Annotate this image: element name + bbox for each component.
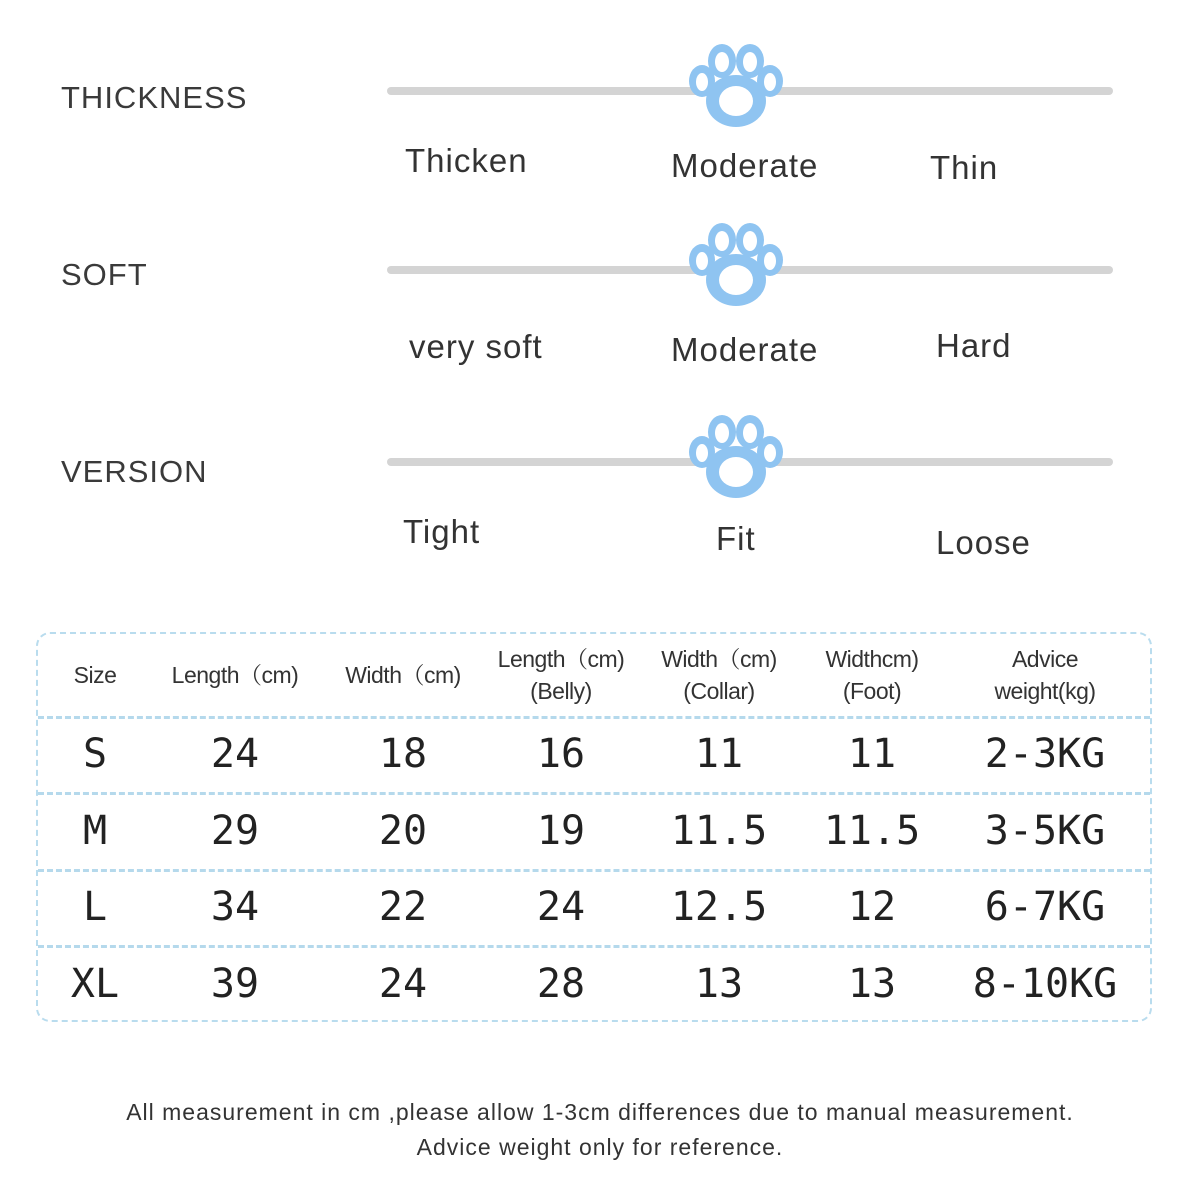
rating-option: Thin bbox=[930, 149, 999, 186]
header-collar-width: Width（cm) (Collar) bbox=[661, 646, 777, 704]
header-foot-width: Widthcm) (Foot) bbox=[825, 646, 919, 704]
cell-size: XL bbox=[70, 960, 120, 1007]
cell-length: 24 bbox=[210, 731, 260, 777]
rating-option: Hard bbox=[936, 327, 1012, 364]
header-belly-length: Length（cm) (Belly) bbox=[497, 646, 625, 704]
header-width: Width（cm) bbox=[345, 662, 461, 688]
size-table bbox=[36, 632, 1152, 1022]
rating-option: very soft bbox=[409, 328, 543, 365]
cell-collar-width: 13 bbox=[694, 960, 744, 1007]
rating-option: Fit bbox=[716, 520, 756, 557]
cell-foot-width: 12 bbox=[847, 884, 897, 930]
cell-width: 24 bbox=[378, 960, 428, 1007]
cell-width: 22 bbox=[378, 884, 428, 930]
rating-label: THICKNESS bbox=[61, 80, 248, 115]
rating-option: Loose bbox=[936, 524, 1031, 561]
table-header-row bbox=[38, 634, 1150, 719]
header-size: Size bbox=[73, 662, 117, 688]
rating-option: Moderate bbox=[671, 331, 819, 368]
cell-belly-length: 24 bbox=[536, 884, 586, 930]
rating-option: Moderate bbox=[671, 147, 819, 184]
cell-collar-width: 11.5 bbox=[670, 807, 768, 854]
rating-option: Thicken bbox=[405, 142, 528, 179]
header-length: Length（cm) bbox=[171, 662, 299, 688]
cell-belly-length: 16 bbox=[536, 731, 586, 777]
cell-foot-width: 11 bbox=[847, 731, 897, 777]
cell-advice-weight: 3-5KG bbox=[984, 807, 1106, 854]
cell-belly-length: 28 bbox=[536, 960, 586, 1007]
rating-label: VERSION bbox=[61, 454, 208, 489]
cell-collar-width: 11 bbox=[694, 731, 744, 777]
footer-note-weight: Advice weight only for reference. bbox=[416, 1134, 784, 1160]
rating-label: SOFT bbox=[61, 257, 148, 292]
paw-icon bbox=[686, 39, 786, 131]
cell-advice-weight: 6-7KG bbox=[984, 884, 1106, 930]
header-advice-weight: Advice weight(kg) bbox=[994, 646, 1096, 704]
table-row bbox=[38, 716, 1150, 795]
cell-belly-length: 19 bbox=[536, 807, 586, 854]
footer-note: All measurement in cm ,please allow 1-3cm differences due to manual measurement. bbox=[126, 1099, 1074, 1125]
cell-length: 34 bbox=[210, 884, 260, 930]
rating-option: Tight bbox=[403, 513, 481, 550]
cell-size: M bbox=[82, 807, 108, 854]
cell-collar-width: 12.5 bbox=[670, 884, 768, 930]
cell-width: 20 bbox=[378, 807, 428, 854]
cell-width: 18 bbox=[378, 731, 428, 777]
table-row bbox=[38, 946, 1150, 1022]
cell-advice-weight: 2-3KG bbox=[984, 731, 1106, 777]
cell-advice-weight: 8-10KG bbox=[972, 960, 1118, 1007]
cell-foot-width: 11.5 bbox=[823, 807, 921, 854]
cell-size: L bbox=[82, 884, 108, 930]
paw-icon bbox=[686, 218, 786, 310]
paw-icon bbox=[686, 410, 786, 502]
cell-size: S bbox=[82, 731, 108, 777]
table-row bbox=[38, 869, 1150, 948]
table-row bbox=[38, 793, 1150, 872]
cell-foot-width: 13 bbox=[847, 960, 897, 1007]
cell-length: 39 bbox=[210, 960, 260, 1007]
cell-length: 29 bbox=[210, 807, 260, 854]
